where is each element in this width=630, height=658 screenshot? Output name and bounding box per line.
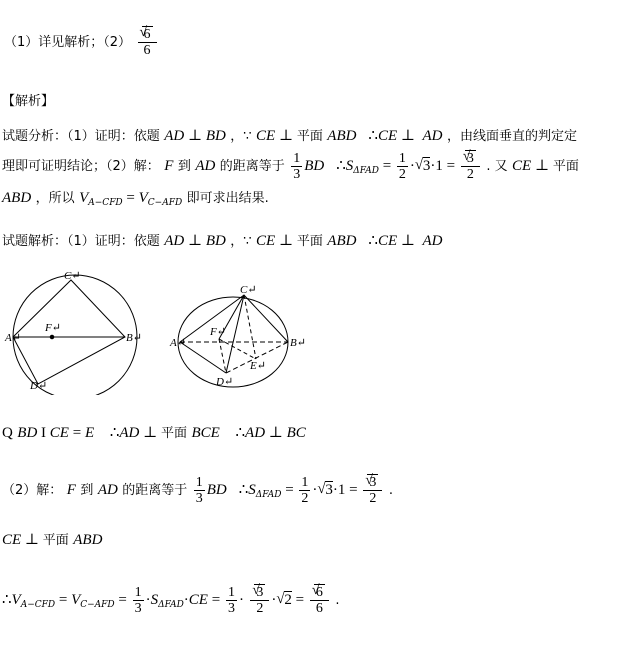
solution-line: 试题解析：（1）证明：依题 AD ⊥ BD ，∵ CE ⊥ 平面 ABD ∴CE ⊥ AD (2, 233, 443, 249)
right-label-f: F↵ (210, 326, 226, 338)
left-label-f: F↵ (45, 322, 61, 334)
right-label-c: C↵ (240, 284, 257, 296)
answer-line: （1）详见解析；（2） √ $\frac{6}{6}$ (4, 26, 159, 58)
answer-fraction: √ $\frac{6}{6}$ (138, 26, 157, 58)
right-figure (178, 295, 288, 387)
geometry-figures (0, 265, 630, 395)
step4-line: $\therefore V_{A-CFD} = V_{C-AFD}$ = $\frac{1}{3}$ $\cdot S_{\Delta FAD}\cdot CE$ = $\frac{1}{3}$ · √ $\frac{3}{2}$ ·√ 2 = √ $\frac{6}{6}$ . (2, 584, 339, 616)
right-label-a: A↵ (170, 337, 186, 349)
right-label-d: D↵ (216, 376, 234, 388)
step3-line: CE ⊥ 平面 ABD (2, 532, 103, 548)
analysis-line-3: ABD ，所以 $V_{A-CFD} = V_{C-AFD}$ 即可求出结果. (2, 190, 269, 208)
analysis-line-1: 试题分析：（1）证明：依题 AD ⊥ BD ，∵ CE ⊥ 平面 ABD ∴CE ⊥ AD ，由线面垂直的判定定 (2, 128, 577, 144)
section-heading: 【解析】 (2, 94, 55, 109)
left-label-d: D↵ (30, 380, 48, 392)
left-figure (13, 275, 137, 395)
left-label-a: A↵ (5, 332, 21, 344)
step-q-line: Q BD I CE = E ∴AD ⊥ 平面 BCE ∴AD ⊥ BC (2, 425, 306, 441)
step2-line: （2）解： F 到 AD 的距离等于 $\frac{1}{3}$ BD $\therefore S_{\Delta FAD}$ = $\frac{1}{2}$ ·√ 3·1 = √ $\frac{3}{2}$ . (2, 474, 393, 506)
right-label-b: B↵ (290, 337, 306, 349)
analysis-line-2: 理即可证明结论；（2）解： F 到 AD 的距离等于 $\frac{1}{3}$ BD $\therefore S_{\Delta FAD}$ = $\frac{1}{2}$ ·√ 3·1 = √ $\frac{3}{2}$ . 又 CE ⊥ 平面 (2, 150, 579, 182)
left-label-b: B↵ (126, 332, 142, 344)
left-label-c: C↵ (64, 270, 81, 282)
right-label-e: E↵ (250, 360, 266, 372)
